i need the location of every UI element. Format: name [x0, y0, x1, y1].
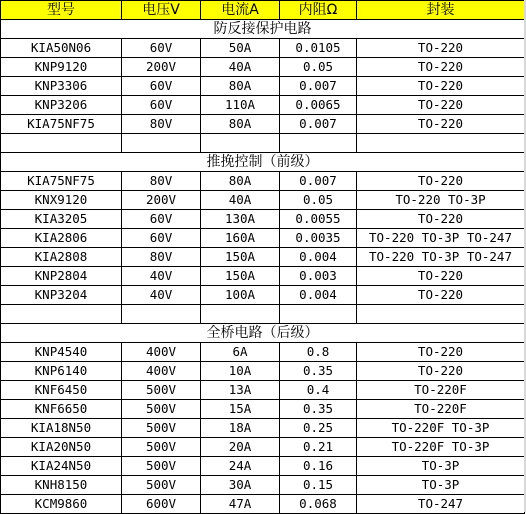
- cell-voltage[interactable]: 60V: [122, 210, 201, 229]
- header-cell-resistance[interactable]: 内阻Ω: [280, 1, 357, 20]
- cell-voltage[interactable]: 500V: [122, 438, 201, 457]
- cell-package[interactable]: TO-220F: [357, 400, 525, 419]
- cell-voltage[interactable]: 600V: [122, 495, 201, 514]
- cell-current[interactable]: 18A: [201, 419, 280, 438]
- cell-package[interactable]: TO-220 TO-3P: [357, 191, 525, 210]
- table-row: [1, 495, 525, 514]
- cell-resistance[interactable]: 0.007: [280, 172, 357, 191]
- cell-voltage[interactable]: 40V: [122, 267, 201, 286]
- cell-package[interactable]: TO-220: [357, 96, 525, 115]
- cell-current[interactable]: 20A: [201, 438, 280, 457]
- cell-voltage[interactable]: 400V: [122, 362, 201, 381]
- cell-package[interactable]: TO-3P: [357, 476, 525, 495]
- cell-current[interactable]: 30A: [201, 476, 280, 495]
- cell-current[interactable]: 160A: [201, 229, 280, 248]
- cell-current[interactable]: 40A: [201, 191, 280, 210]
- cell-voltage[interactable]: 80V: [122, 172, 201, 191]
- blank-row: [1, 305, 525, 324]
- cell-current[interactable]: 15A: [201, 400, 280, 419]
- cell-package[interactable]: TO-220F TO-3P: [357, 438, 525, 457]
- cell-resistance[interactable]: 0.4: [280, 381, 357, 400]
- cell-model[interactable]: KNP4540: [1, 343, 122, 362]
- cell-current[interactable]: 40A: [201, 58, 280, 77]
- cell-model[interactable]: KIA24N50: [1, 457, 122, 476]
- cell-package[interactable]: TO-220: [357, 58, 525, 77]
- cell-package[interactable]: TO-3P: [357, 457, 525, 476]
- table-row: [1, 77, 525, 96]
- blank-cell[interactable]: [1, 305, 122, 324]
- cell-model[interactable]: KNP2804: [1, 267, 122, 286]
- cell-package[interactable]: TO-220: [357, 267, 525, 286]
- table-row: [1, 476, 525, 495]
- cell-resistance[interactable]: 0.003: [280, 267, 357, 286]
- blank-cell[interactable]: [122, 134, 201, 153]
- cell-model[interactable]: KIA18N50: [1, 419, 122, 438]
- cell-voltage[interactable]: 60V: [122, 77, 201, 96]
- cell-package[interactable]: TO-220: [357, 172, 525, 191]
- cell-package[interactable]: TO-220: [357, 77, 525, 96]
- cell-model[interactable]: KNF6650: [1, 400, 122, 419]
- cell-model[interactable]: KIA50N06: [1, 39, 122, 58]
- cell-resistance[interactable]: 0.004: [280, 286, 357, 305]
- blank-cell[interactable]: [280, 305, 357, 324]
- cell-resistance[interactable]: 0.8: [280, 343, 357, 362]
- cell-model[interactable]: KNP6140: [1, 362, 122, 381]
- cell-resistance[interactable]: 0.007: [280, 77, 357, 96]
- cell-current[interactable]: 6A: [201, 343, 280, 362]
- header-cell-package[interactable]: 封装: [357, 1, 525, 20]
- cell-voltage[interactable]: 500V: [122, 457, 201, 476]
- cell-resistance[interactable]: 0.0035: [280, 229, 357, 248]
- cell-resistance[interactable]: 0.21: [280, 438, 357, 457]
- cell-current[interactable]: 80A: [201, 77, 280, 96]
- cell-voltage[interactable]: 500V: [122, 419, 201, 438]
- cell-current[interactable]: 150A: [201, 267, 280, 286]
- cell-voltage[interactable]: 40V: [122, 286, 201, 305]
- cell-voltage[interactable]: 60V: [122, 229, 201, 248]
- cell-current[interactable]: 130A: [201, 210, 280, 229]
- blank-row: [1, 134, 525, 153]
- cell-voltage[interactable]: 60V: [122, 96, 201, 115]
- cell-package[interactable]: TO-220: [357, 210, 525, 229]
- header-row: [1, 1, 525, 20]
- cell-package[interactable]: TO-220F TO-3P: [357, 419, 525, 438]
- cell-model[interactable]: KIA75NF75: [1, 115, 122, 134]
- cell-voltage[interactable]: 200V: [122, 191, 201, 210]
- cell-model[interactable]: KCM9860: [1, 495, 122, 514]
- table-body: [1, 1, 525, 514]
- table-row: [1, 39, 525, 58]
- cell-current[interactable]: 110A: [201, 96, 280, 115]
- blank-cell[interactable]: [201, 134, 280, 153]
- cell-model[interactable]: KIA2808: [1, 248, 122, 267]
- section-title-row: [1, 153, 525, 172]
- blank-cell[interactable]: [357, 305, 525, 324]
- blank-cell[interactable]: [280, 134, 357, 153]
- cell-resistance[interactable]: 0.35: [280, 400, 357, 419]
- cell-current[interactable]: 13A: [201, 381, 280, 400]
- header-cell-voltage[interactable]: 电压V: [122, 1, 201, 20]
- cell-voltage[interactable]: 80V: [122, 115, 201, 134]
- table-row: [1, 400, 525, 419]
- cell-model[interactable]: KNP3204: [1, 286, 122, 305]
- cell-current[interactable]: 50A: [201, 39, 280, 58]
- cell-resistance[interactable]: 0.068: [280, 495, 357, 514]
- cell-current[interactable]: 80A: [201, 172, 280, 191]
- cell-voltage[interactable]: 500V: [122, 381, 201, 400]
- cell-package[interactable]: TO-220: [357, 115, 525, 134]
- cell-current[interactable]: 100A: [201, 286, 280, 305]
- cell-resistance[interactable]: 0.0105: [280, 39, 357, 58]
- table-row: [1, 172, 525, 191]
- table-row: [1, 286, 525, 305]
- cell-resistance[interactable]: 0.35: [280, 362, 357, 381]
- table-row: [1, 343, 525, 362]
- table-row: [1, 229, 525, 248]
- cell-resistance[interactable]: 0.007: [280, 115, 357, 134]
- cell-package[interactable]: TO-220: [357, 286, 525, 305]
- table-row: [1, 210, 525, 229]
- section-title-row: [1, 20, 525, 39]
- cell-package[interactable]: TO-220: [357, 362, 525, 381]
- cell-model[interactable]: KIA3205: [1, 210, 122, 229]
- cell-voltage[interactable]: 400V: [122, 343, 201, 362]
- cell-model[interactable]: KIA75NF75: [1, 172, 122, 191]
- cell-model[interactable]: KNH8150: [1, 476, 122, 495]
- table-row: [1, 58, 525, 77]
- cell-resistance[interactable]: 0.25: [280, 419, 357, 438]
- cell-resistance[interactable]: 0.05: [280, 58, 357, 77]
- cell-current[interactable]: 47A: [201, 495, 280, 514]
- section-title-row: [1, 324, 525, 343]
- cell-voltage[interactable]: 500V: [122, 400, 201, 419]
- table-row: [1, 438, 525, 457]
- cell-model[interactable]: KNX9120: [1, 191, 122, 210]
- header-cell-current[interactable]: 电流A: [201, 1, 280, 20]
- blank-cell[interactable]: [357, 134, 525, 153]
- table-row: [1, 419, 525, 438]
- cell-resistance[interactable]: 0.0055: [280, 210, 357, 229]
- table-row: [1, 115, 525, 134]
- cell-model[interactable]: KNP3206: [1, 96, 122, 115]
- cell-voltage[interactable]: 200V: [122, 58, 201, 77]
- cell-resistance[interactable]: 0.15: [280, 476, 357, 495]
- cell-current[interactable]: 24A: [201, 457, 280, 476]
- cell-model[interactable]: KIA20N50: [1, 438, 122, 457]
- cell-package[interactable]: TO-220: [357, 39, 525, 58]
- cell-package[interactable]: TO-220 TO-3P TO-247: [357, 229, 525, 248]
- blank-cell[interactable]: [201, 305, 280, 324]
- cell-current[interactable]: 150A: [201, 248, 280, 267]
- blank-cell[interactable]: [1, 134, 122, 153]
- table-row: [1, 362, 525, 381]
- cell-model[interactable]: KNF6450: [1, 381, 122, 400]
- cell-package[interactable]: TO-220 TO-3P TO-247: [357, 248, 525, 267]
- cell-package[interactable]: TO-220F: [357, 381, 525, 400]
- cell-resistance[interactable]: 0.16: [280, 457, 357, 476]
- cell-voltage[interactable]: 80V: [122, 248, 201, 267]
- cell-model[interactable]: KNP9120: [1, 58, 122, 77]
- blank-cell[interactable]: [122, 305, 201, 324]
- section-title[interactable]: 全桥电路（后级）: [1, 324, 525, 343]
- cell-resistance[interactable]: 0.004: [280, 248, 357, 267]
- section-title[interactable]: 推挽控制（前级）: [1, 153, 525, 172]
- table-row: [1, 248, 525, 267]
- cell-package[interactable]: TO-220: [357, 343, 525, 362]
- table-row: [1, 96, 525, 115]
- table-row: [1, 457, 525, 476]
- cell-resistance[interactable]: 0.05: [280, 191, 357, 210]
- cell-package[interactable]: TO-247: [357, 495, 525, 514]
- cell-model[interactable]: KIA2806: [1, 229, 122, 248]
- table-row: [1, 381, 525, 400]
- header-cell-model[interactable]: 型号: [1, 1, 122, 20]
- cell-voltage[interactable]: 500V: [122, 476, 201, 495]
- section-title[interactable]: 防反接保护电路: [1, 20, 525, 39]
- cell-model[interactable]: KNP3306: [1, 77, 122, 96]
- cell-current[interactable]: 10A: [201, 362, 280, 381]
- cell-current[interactable]: 80A: [201, 115, 280, 134]
- table-row: [1, 191, 525, 210]
- table-row: [1, 267, 525, 286]
- cell-resistance[interactable]: 0.0065: [280, 96, 357, 115]
- cell-voltage[interactable]: 60V: [122, 39, 201, 58]
